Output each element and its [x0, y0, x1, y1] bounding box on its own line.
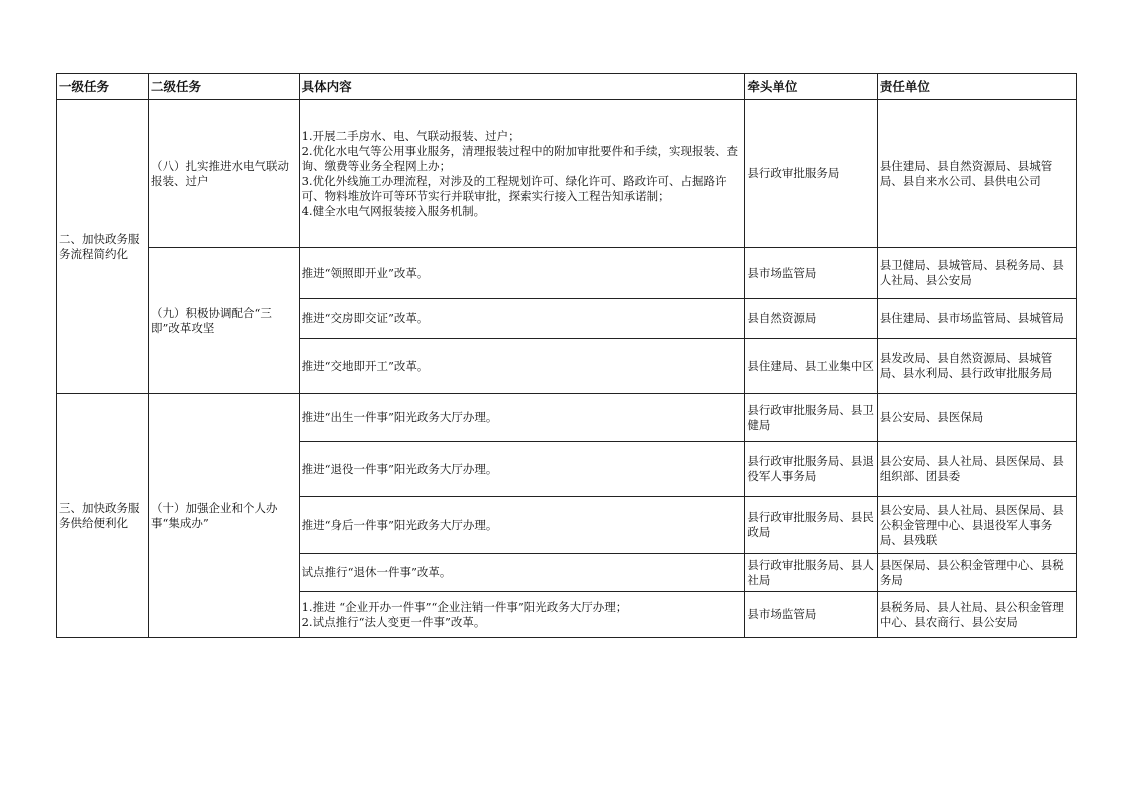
header-responsible-unit: 责任单位 [877, 74, 1076, 100]
task-content: 推进“交地即开工”改革。 [299, 339, 745, 394]
lead-unit: 县行政审批服务局、县民政局 [745, 497, 877, 554]
level2-task: （八）扎实推进水电气联动报装、过户 [148, 100, 299, 248]
lead-unit: 县行政审批服务局、县人社局 [745, 554, 877, 592]
table-row [57, 394, 1077, 442]
header-row [57, 74, 1077, 100]
lead-unit: 县行政审批服务局、县卫健局 [745, 394, 877, 442]
responsible-unit: 县医保局、县公积金管理中心、县税务局 [877, 554, 1076, 592]
responsible-unit: 县公安局、县人社局、县医保局、县组织部、团县委 [877, 442, 1076, 497]
level1-task: 二、加快政务服务流程简约化 [57, 100, 149, 394]
task-content: 推进“退役一件事”阳光政务大厅办理。 [299, 442, 745, 497]
task-content: 试点推行“退休一件事”改革。 [299, 554, 745, 592]
lead-unit: 县市场监管局 [745, 248, 877, 299]
task-content: 推进“交房即交证”改革。 [299, 299, 745, 339]
header-content: 具体内容 [299, 74, 745, 100]
task-content: 推进“身后一件事”阳光政务大厅办理。 [299, 497, 745, 554]
responsible-unit: 县税务局、县人社局、县公积金管理中心、县农商行、县公安局 [877, 592, 1076, 638]
header-level2: 二级任务 [148, 74, 299, 100]
responsible-unit: 县卫健局、县城管局、县税务局、县人社局、县公安局 [877, 248, 1076, 299]
header-lead-unit: 牵头单位 [745, 74, 877, 100]
task-table [56, 73, 1077, 638]
lead-unit: 县市场监管局 [745, 592, 877, 638]
responsible-unit: 县公安局、县人社局、县医保局、县公积金管理中心、县退役军人事务局、县残联 [877, 497, 1076, 554]
task-content: 1.推进 “企业开办一件事”“企业注销一件事”阳光政务大厅办理； 2.试点推行“法人变更一件事”改革。 [299, 592, 745, 638]
lead-unit: 县自然资源局 [745, 299, 877, 339]
table-row [57, 248, 1077, 299]
task-content: 推进“领照即开业”改革。 [299, 248, 745, 299]
lead-unit: 县行政审批服务局、县退役军人事务局 [745, 442, 877, 497]
level1-task: 三、加快政务服务供给便利化 [57, 394, 149, 638]
table-row [57, 100, 1077, 248]
responsible-unit: 县住建局、县市场监管局、县城管局 [877, 299, 1076, 339]
lead-unit: 县住建局、县工业集中区 [745, 339, 877, 394]
lead-unit: 县行政审批服务局 [745, 100, 877, 248]
level2-task: （九）积极协调配合“三即”改革攻坚 [148, 248, 299, 394]
task-content: 1.开展二手房水、电、气联动报装、过户； 2.优化水电气等公用事业服务，清理报装过程中的附加审批要件和手续，实现报装、查询、缴费等业务全程网上办； 3.优化外线施工办理流程，对涉及的工程规划许可、绿化许可、路政许可、占掘路许可、物料堆放许可等环节实行并联审批，探索实行接入工程告知承诺制； 4.健全水电气网报装接入服务机制。 [299, 100, 745, 248]
responsible-unit: 县发改局、县自然资源局、县城管局、县水利局、县行政审批服务局 [877, 339, 1076, 394]
task-content: 推进“出生一件事”阳光政务大厅办理。 [299, 394, 745, 442]
responsible-unit: 县公安局、县医保局 [877, 394, 1076, 442]
header-level1: 一级任务 [57, 74, 149, 100]
level2-task: （十）加强企业和个人办事“集成办” [148, 394, 299, 638]
responsible-unit: 县住建局、县自然资源局、县城管局、县自来水公司、县供电公司 [877, 100, 1076, 248]
